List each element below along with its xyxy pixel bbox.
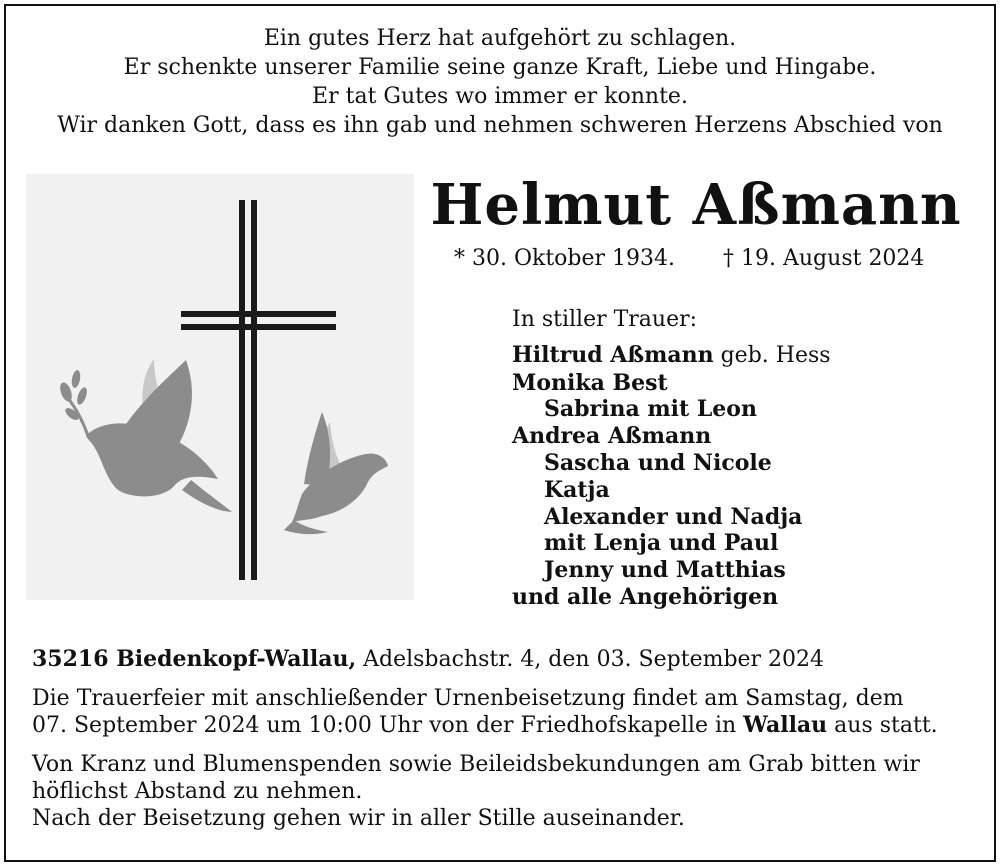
obituary-notice: [4, 4, 996, 862]
intro-line: Er schenkte unserer Familie seine ganze Kraft, Liebe und Hingabe.: [123, 55, 877, 80]
address-line: [32, 646, 972, 673]
cross-and-doves-artwork: [26, 174, 414, 600]
mourner-line: Alexander und Nadja: [544, 503, 803, 530]
mourner-line: Katja: [544, 476, 610, 503]
mourner-name: Hiltrud Aßmann: [512, 341, 714, 368]
mourner-line: Sascha und Nicole: [544, 449, 772, 476]
mourners-heading: In stiller Trauer:: [512, 307, 698, 332]
birth-date: * 30. Oktober 1934.: [454, 246, 676, 271]
mourner-line: Jenny und Matthias: [544, 557, 786, 584]
funeral-info: [32, 685, 972, 739]
funeral-line: Die Trauerfeier mit anschließender Urnenbeisetzung findet am Samstag, dem: [32, 686, 904, 711]
funeral-line: [32, 712, 972, 739]
mourner-line: mit Lenja und Paul: [544, 530, 779, 557]
intro-line: Wir danken Gott, dass es ihn gab und nehmen schweren Herzens Abschied von: [57, 113, 943, 138]
note-line: höflichst Abstand zu nehmen.: [32, 779, 363, 804]
closing-notes: [32, 751, 972, 832]
note-line: Nach der Beisetzung gehen wir in aller Stille auseinander.: [32, 806, 685, 831]
intro-line: Er tat Gutes wo immer er konnte.: [312, 84, 688, 109]
funeral-place: Wallau: [743, 712, 828, 738]
dove-icon: [284, 412, 388, 534]
place: 35216 Biedenkopf-Wallau,: [32, 646, 357, 672]
artwork-svg: [26, 174, 414, 600]
cross-icon: [181, 200, 336, 580]
intro-text: [6, 24, 994, 140]
maiden-name: geb. Hess: [713, 342, 831, 368]
life-dates: [454, 246, 924, 271]
deceased-name: Helmut Aßmann: [430, 172, 962, 238]
mourner-line: [512, 342, 831, 370]
funeral-text: 07. September 2024 um 10:00 Uhr von der Friedhofskapelle in: [32, 713, 744, 738]
address-rest: Adelsbachstr. 4, den 03. September 2024: [356, 647, 825, 672]
intro-line: Ein gutes Herz hat aufgehört zu schlagen.: [263, 26, 737, 51]
mourner-line: Sabrina mit Leon: [544, 396, 757, 423]
mourner-line: Andrea Aßmann: [512, 423, 712, 450]
note-line: Von Kranz und Blumenspenden sowie Beileidsbekundungen am Grab bitten wir: [32, 752, 920, 777]
details-section: [32, 646, 972, 832]
funeral-text: aus statt.: [827, 713, 938, 738]
mourner-line: und alle Angehörigen: [512, 583, 779, 610]
death-date: † 19. August 2024: [723, 246, 925, 271]
mourner-line: Monika Best: [512, 369, 668, 396]
mourners-list: [512, 307, 831, 611]
dove-icon: [58, 359, 232, 512]
